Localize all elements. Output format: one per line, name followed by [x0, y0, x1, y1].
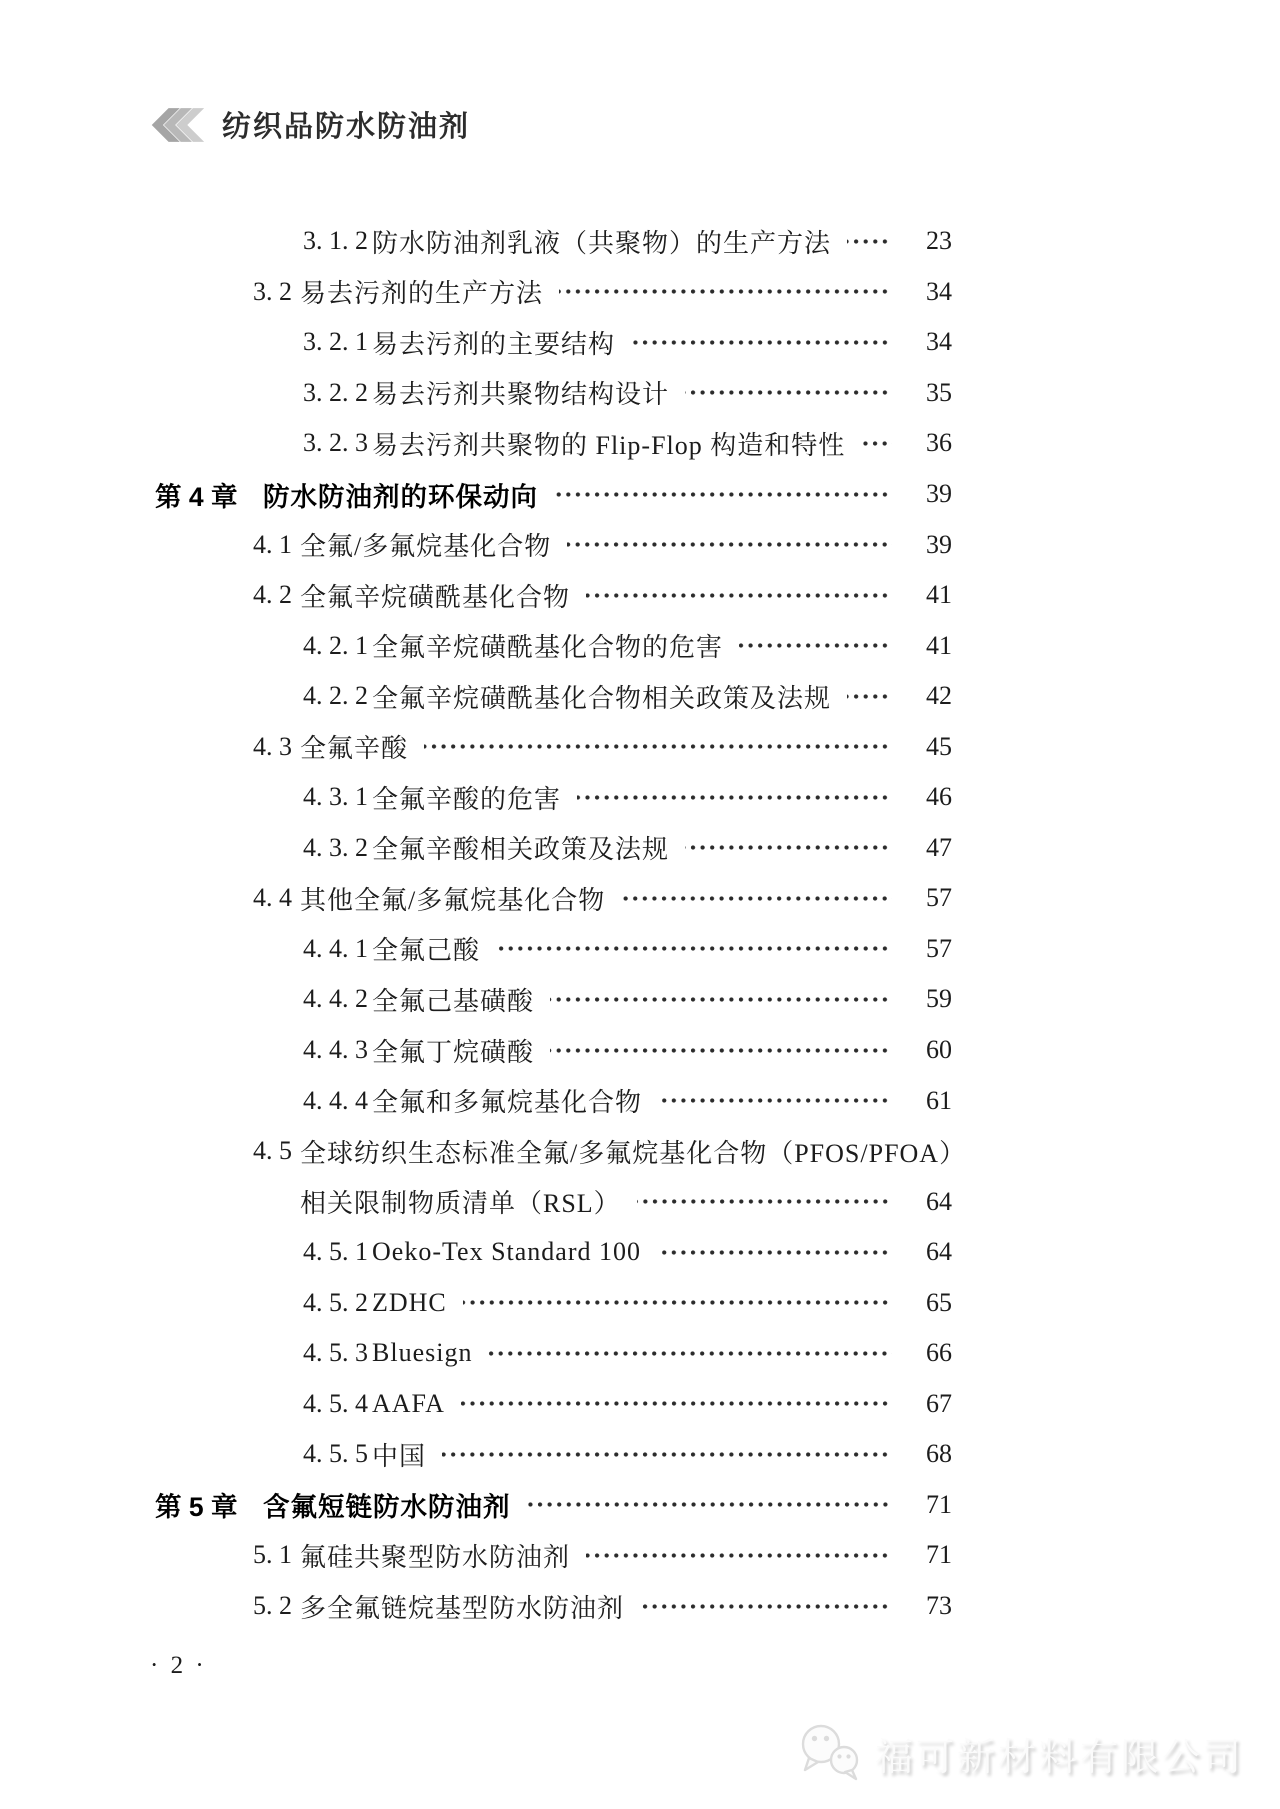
toc-entry — [0, 267, 1280, 318]
dot-leader — [554, 492, 892, 497]
toc-entry-number: 4. 3. 2 — [303, 832, 368, 862]
watermark-company-name: 福可新材料有限公司 — [874, 1736, 1244, 1779]
toc-entry-page: 42 — [926, 681, 952, 711]
dot-leader — [847, 694, 892, 699]
toc-entry — [0, 823, 1280, 874]
toc-entry — [0, 974, 1280, 1025]
toc-entry — [0, 1227, 1280, 1278]
toc-entry-title: 易去污剂共聚物的 Flip-Flop 构造和特性 — [372, 430, 846, 460]
toc-entry-page: 34 — [926, 276, 952, 306]
toc-entry-title: 易去污剂共聚物结构设计 — [372, 380, 670, 410]
toc-entry — [0, 671, 1280, 722]
dot-leader — [739, 643, 892, 648]
toc-entry-page: 47 — [926, 832, 952, 862]
toc-entry-title: 全氟和多氟烷基化合物 — [372, 1088, 643, 1118]
toc-entry-title: ZDHC — [372, 1287, 447, 1317]
toc-entry-number: 3. 1. 2 — [303, 226, 368, 256]
dot-leader — [550, 1048, 892, 1053]
toc-entry-page: 71 — [926, 1540, 952, 1570]
dot-leader — [527, 1502, 893, 1507]
dot-leader — [631, 340, 892, 345]
toc-entry-title: 全氟辛酸的危害 — [372, 784, 562, 814]
toc-entry-continuation — [0, 1176, 1280, 1227]
dot-leader — [685, 390, 892, 395]
toc-chapter-entry — [0, 469, 1280, 520]
toc-entry — [0, 1075, 1280, 1126]
toc-entry-page: 46 — [926, 782, 952, 812]
toc-entry-number: 4. 5. 4 — [303, 1388, 368, 1418]
toc-entry-page: 65 — [926, 1287, 952, 1317]
toc-entry-title: 氟硅共聚型防水防油剂 — [300, 1542, 571, 1572]
dot-leader — [861, 441, 892, 446]
toc-entry-title: 全氟丁烷磺酸 — [372, 1037, 535, 1067]
toc-entry-page: 35 — [926, 377, 952, 407]
toc-entry-number: 3. 2. 3 — [303, 428, 368, 458]
toc-entry-title: 易去污剂的主要结构 — [372, 329, 616, 359]
toc-entry — [0, 1429, 1280, 1480]
dot-leader — [577, 795, 892, 800]
toc-entry-page: 57 — [926, 933, 952, 963]
toc-entry-page: 34 — [926, 327, 952, 357]
dot-leader — [567, 542, 892, 547]
toc-entry — [0, 721, 1280, 772]
toc-entry-title: 全氟辛酸相关政策及法规 — [372, 835, 670, 865]
toc-entry-title: Bluesign — [372, 1338, 473, 1368]
dot-leader — [586, 593, 892, 598]
dot-leader — [657, 1250, 892, 1255]
toc-entry — [0, 1277, 1280, 1328]
toc-chapter-entry — [0, 1480, 1280, 1531]
toc-entry-title: 含氟短链防水防油剂 — [263, 1492, 511, 1523]
toc-entry-number: 3. 2 — [253, 276, 292, 306]
toc-entry — [0, 1581, 1280, 1632]
toc-entry-title: 易去污剂的生产方法 — [300, 279, 544, 309]
toc-entry-title: 其他全氟/多氟烷基化合物 — [300, 885, 606, 915]
toc-entry — [0, 317, 1280, 368]
toc-entry-number: 4. 2. 2 — [303, 681, 368, 711]
toc-entry-page: 59 — [926, 984, 952, 1014]
toc-entry-title: Oeko-Tex Standard 100 — [372, 1237, 642, 1267]
toc-entry-number: 5. 2 — [253, 1591, 292, 1621]
toc-entry-page: 23 — [926, 226, 952, 256]
toc-entry-title: 全氟辛烷磺酰基化合物的危害 — [372, 633, 724, 663]
toc-entry-number: 3. 2. 2 — [303, 377, 368, 407]
dot-leader — [658, 1098, 892, 1103]
toc-entry-number: 4. 2 — [253, 580, 292, 610]
toc-entry-number: 4. 5. 1 — [303, 1237, 368, 1267]
toc-entry-title: 全氟辛酸 — [300, 734, 409, 764]
toc-entry — [0, 873, 1280, 924]
toc-entry-title: 全氟辛烷磺酰基化合物 — [300, 582, 571, 612]
toc-entry — [0, 1328, 1280, 1379]
toc-entry-title: 多全氟链烷基型防水防油剂 — [300, 1593, 625, 1623]
toc-entry-title: 全氟己酸 — [372, 936, 481, 966]
toc-entry — [0, 216, 1280, 267]
toc-entry-page: 71 — [926, 1489, 952, 1519]
toc-entry — [0, 1126, 1280, 1177]
dot-leader — [463, 1300, 892, 1305]
dot-leader — [640, 1604, 892, 1609]
toc-entry-number: 第 4 章 — [155, 481, 238, 512]
toc-entry-page: 45 — [926, 731, 952, 761]
dot-leader — [586, 1553, 892, 1558]
dot-leader — [496, 946, 892, 951]
toc-entry-title: 全氟辛烷磺酰基化合物相关政策及法规 — [372, 683, 832, 713]
toc-entry — [0, 924, 1280, 975]
toc-entry-page: 41 — [926, 630, 952, 660]
toc-entry-title: 中国 — [372, 1441, 427, 1471]
toc-entry-page: 73 — [926, 1591, 952, 1621]
toc-entry-title: 全球纺织生态标准全氟/多氟烷基化合物（PFOS/PFOA） — [300, 1138, 967, 1168]
dot-leader — [424, 744, 892, 749]
dot-leader — [637, 1199, 892, 1204]
toc-entry-number: 3. 2. 1 — [303, 327, 368, 357]
toc-entry-title: 相关限制物质清单（RSL） — [300, 1189, 621, 1219]
toc-entry — [0, 519, 1280, 570]
book-title: 纺织品防水防油剂 — [222, 111, 471, 143]
toc-entry — [0, 1025, 1280, 1076]
toc-entry-title: AAFA — [372, 1388, 445, 1418]
watermark — [797, 1724, 1244, 1782]
dot-leader — [488, 1351, 892, 1356]
toc-entry — [0, 570, 1280, 621]
toc-entry — [0, 772, 1280, 823]
triple-chevron-left-icon — [148, 107, 206, 143]
toc-entry-number: 4. 5. 2 — [303, 1287, 368, 1317]
table-of-contents — [0, 216, 1280, 1631]
toc-entry-page: 64 — [926, 1237, 952, 1267]
toc-entry-page: 39 — [926, 479, 952, 508]
toc-entry-number: 4. 3. 1 — [303, 782, 368, 812]
toc-entry — [0, 418, 1280, 469]
toc-entry-number: 4. 4 — [253, 883, 292, 913]
dot-leader — [559, 289, 892, 294]
toc-entry-page: 66 — [926, 1338, 952, 1368]
page-header — [148, 104, 470, 145]
toc-entry — [0, 1379, 1280, 1430]
dot-leader — [461, 1401, 892, 1406]
dot-leader — [442, 1452, 892, 1457]
page-number: · 2 · — [150, 1652, 207, 1679]
toc-entry-number: 4. 4. 1 — [303, 933, 368, 963]
wechat-icon — [797, 1724, 863, 1782]
toc-entry-number: 4. 2. 1 — [303, 630, 368, 660]
toc-entry-number: 4. 5. 3 — [303, 1338, 368, 1368]
toc-entry-number: 第 5 章 — [155, 1492, 238, 1523]
toc-entry-number: 4. 4. 4 — [303, 1085, 368, 1115]
toc-entry-page: 60 — [926, 1035, 952, 1065]
toc-entry-number: 5. 1 — [253, 1540, 292, 1570]
toc-entry-page: 67 — [926, 1388, 952, 1418]
toc-entry-page: 61 — [926, 1085, 952, 1115]
dot-leader — [550, 997, 892, 1002]
dot-leader — [685, 845, 892, 850]
toc-entry — [0, 1530, 1280, 1581]
toc-entry-page: 64 — [926, 1186, 952, 1216]
toc-entry-number: 4. 1 — [253, 529, 292, 559]
toc-entry-title: 全氟/多氟烷基化合物 — [300, 532, 552, 562]
toc-entry-title: 防水防油剂乳液（共聚物）的生产方法 — [372, 228, 832, 258]
toc-entry-page: 39 — [926, 529, 952, 559]
toc-entry — [0, 368, 1280, 419]
toc-entry-page: 41 — [926, 580, 952, 610]
toc-entry-page: 36 — [926, 428, 952, 458]
toc-entry-page: 68 — [926, 1439, 952, 1469]
toc-entry-number: 4. 4. 2 — [303, 984, 368, 1014]
toc-entry-page: 57 — [926, 883, 952, 913]
toc-entry-title: 全氟己基磺酸 — [372, 986, 535, 1016]
toc-entry-number: 4. 5. 5 — [303, 1439, 368, 1469]
dot-leader — [847, 239, 892, 244]
dot-leader — [621, 896, 892, 901]
toc-entry — [0, 620, 1280, 671]
toc-entry-title: 防水防油剂的环保动向 — [263, 481, 538, 512]
toc-entry-number: 4. 5 — [253, 1136, 292, 1166]
toc-entry-number: 4. 3 — [253, 731, 292, 761]
toc-entry-number: 4. 4. 3 — [303, 1035, 368, 1065]
